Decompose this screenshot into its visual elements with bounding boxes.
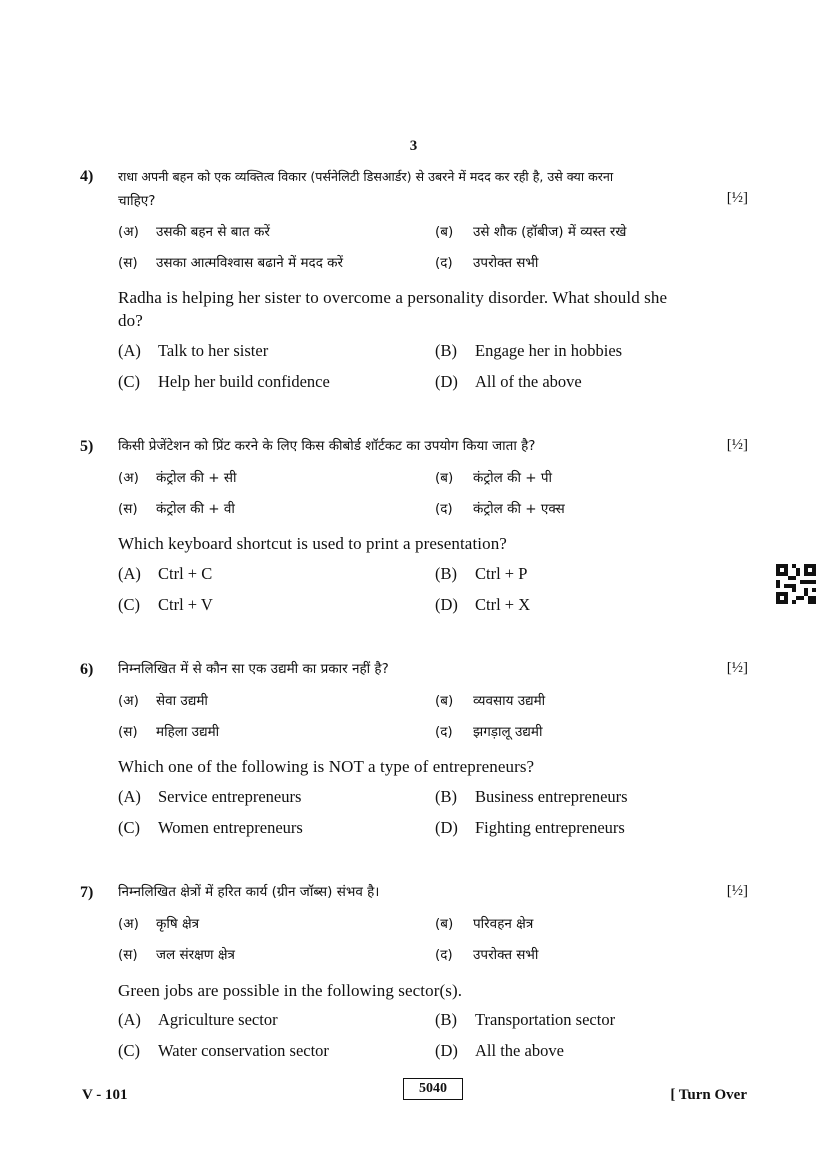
marks: [½] bbox=[726, 883, 748, 899]
option-c: (C) Help her build confidence bbox=[118, 372, 330, 391]
option-c-hindi: (स) महिला उद्यमी bbox=[118, 724, 220, 740]
paper-code: V - 101 bbox=[82, 1087, 128, 1103]
marks: [½] bbox=[726, 190, 748, 206]
hindi-options bbox=[80, 914, 748, 976]
hindi-options bbox=[80, 222, 748, 284]
question-number: 6) bbox=[80, 661, 94, 678]
page-code-box: 5040 bbox=[403, 1078, 463, 1100]
marks: [½] bbox=[726, 437, 748, 453]
question-hindi: निम्नलिखित क्षेत्रों में हरित कार्य (ग्रीन जॉब्स) संभव है। bbox=[118, 884, 380, 900]
option-d-hindi: (द) उपरोक्त सभी bbox=[435, 255, 539, 271]
option-b: (B) Business entrepreneurs bbox=[435, 787, 628, 806]
option-a-hindi: (अ) उसकी बहन से बात करें bbox=[118, 224, 270, 240]
question-number: 4) bbox=[80, 168, 94, 185]
option-b-hindi: (ब) उसे शौक (हॉबीज) में व्यस्त रखे bbox=[435, 224, 627, 240]
marks: [½] bbox=[726, 660, 748, 676]
option-c-hindi: (स) जल संरक्षण क्षेत्र bbox=[118, 947, 235, 963]
question-english: Which keyboard shortcut is used to print a presentation? bbox=[118, 534, 507, 553]
question-english: Which one of the following is NOT a type of entrepreneurs? bbox=[118, 757, 535, 776]
english-options bbox=[80, 341, 748, 403]
option-b: (B) Transportation sector bbox=[435, 1010, 616, 1029]
english-options bbox=[80, 787, 748, 849]
page-number: 3 bbox=[409, 138, 418, 154]
question-hindi-line-2: चाहिए? bbox=[118, 193, 156, 209]
option-b: (B) Engage her in hobbies bbox=[435, 341, 623, 360]
option-d: (D) Fighting entrepreneurs bbox=[435, 818, 625, 837]
question-hindi: निम्नलिखित में से कौन सा एक उद्यमी का प्रकार नहीं है? bbox=[118, 661, 389, 677]
option-d: (D) All of the above bbox=[435, 372, 582, 391]
hindi-options bbox=[80, 691, 748, 753]
option-a: (A) Agriculture sector bbox=[118, 1010, 278, 1029]
qr-code-icon bbox=[776, 564, 816, 604]
option-d: (D) Ctrl + X bbox=[435, 595, 531, 614]
option-b-hindi: (ब) व्यवसाय उद्यमी bbox=[435, 693, 546, 709]
question-hindi-line-1: राधा अपनी बहन को एक व्यक्तित्व विकार (पर्सनेलिटी डिसआर्डर) से उबरने में मदद कर रही है, उसे क्या करना bbox=[118, 169, 614, 184]
question-english-line-1: Radha is helping her sister to overcome a personality disorder. What should she bbox=[118, 288, 668, 307]
option-d-hindi: (द) कंट्रोल की + एक्स bbox=[435, 501, 565, 517]
question-english bbox=[118, 286, 748, 332]
option-a: (A) Talk to her sister bbox=[118, 341, 269, 360]
question-number: 5) bbox=[80, 438, 94, 455]
option-d-hindi: (द) उपरोक्त सभी bbox=[435, 947, 539, 963]
question-english: Green jobs are possible in the following sector(s). bbox=[118, 981, 463, 1000]
option-a-hindi: (अ) सेवा उद्यमी bbox=[118, 693, 208, 709]
option-c: (C) Water conservation sector bbox=[118, 1041, 329, 1060]
english-options bbox=[80, 1010, 748, 1072]
question-number: 7) bbox=[80, 884, 94, 901]
option-c: (C) Ctrl + V bbox=[118, 595, 213, 614]
option-c-hindi: (स) उसका आत्मविश्वास बढाने में मदद करें bbox=[118, 255, 344, 271]
option-b-hindi: (ब) परिवहन क्षेत्र bbox=[435, 916, 534, 932]
option-b: (B) Ctrl + P bbox=[435, 564, 528, 583]
hindi-options bbox=[80, 468, 748, 530]
option-b-hindi: (ब) कंट्रोल की + पी bbox=[435, 470, 553, 486]
option-a: (A) Service entrepreneurs bbox=[118, 787, 302, 806]
option-c: (C) Women entrepreneurs bbox=[118, 818, 303, 837]
option-a: (A) Ctrl + C bbox=[118, 564, 213, 583]
question-english-line-2: do? bbox=[118, 311, 143, 330]
question-hindi: किसी प्रेजेंटेशन को प्रिंट करने के लिए किस कीबोर्ड शॉर्टकट का उपयोग किया जाता है? bbox=[118, 438, 536, 454]
option-d-hindi: (द) झगड़ालू उद्यमी bbox=[435, 724, 543, 740]
english-options bbox=[80, 564, 748, 626]
option-a-hindi: (अ) कृषि क्षेत्र bbox=[118, 916, 200, 932]
option-c-hindi: (स) कंट्रोल की + वी bbox=[118, 501, 235, 517]
turn-over-label: [ Turn Over bbox=[670, 1087, 747, 1103]
option-d: (D) All the above bbox=[435, 1041, 564, 1060]
option-a-hindi: (अ) कंट्रोल की + सी bbox=[118, 470, 237, 486]
